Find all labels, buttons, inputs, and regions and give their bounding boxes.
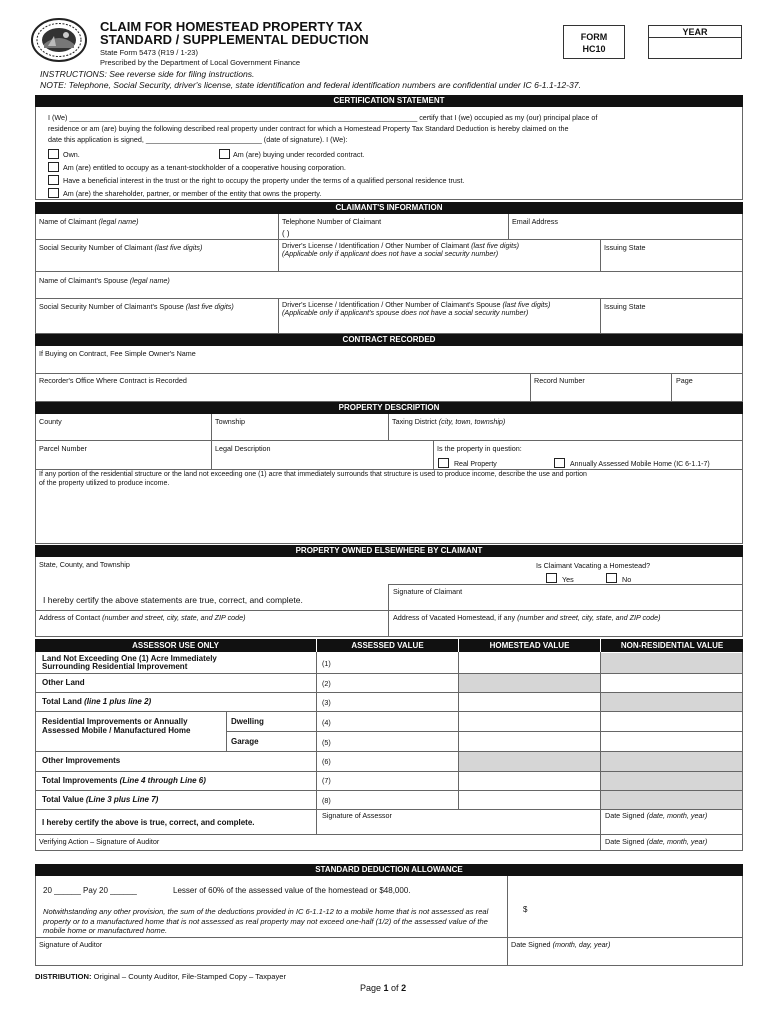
auditor-verify-date-label: Date Signed (605, 837, 645, 846)
claimant-certify-text: I hereby certify the above statements are true, correct, and complete. (43, 595, 303, 605)
vacating-yes-checkbox[interactable] (546, 573, 557, 583)
parcel-number-field[interactable]: Parcel Number (39, 444, 87, 453)
row7-total-improvements-hint: (Line 4 through Line 6) (119, 776, 206, 785)
claimant-dl-hint: (last five digits) (471, 241, 520, 250)
buying-contract-checkbox[interactable] (219, 149, 230, 159)
state-seal-logo (30, 18, 88, 62)
row8-total-value-hint: (Line 3 plus Line 7) (85, 795, 159, 804)
property-type-question: Is the property in question: (437, 444, 522, 453)
claimant-phone-label[interactable]: Telephone Number of Claimant (282, 217, 382, 226)
row7-total-improvements-label (42, 776, 206, 785)
auditor-verifying-signature-field[interactable]: Verifying Action – Signature of Auditor (39, 837, 160, 846)
legal-description-field[interactable]: Legal Description (215, 444, 271, 453)
distribution-label: DISTRIBUTION: (35, 972, 92, 981)
form-label: FORM (580, 32, 608, 42)
assessed-value-header: ASSESSED VALUE (351, 641, 424, 650)
line7-assessed-input[interactable]: (7) (322, 776, 331, 785)
vacating-yes-label: Yes (562, 575, 574, 584)
claimant-name-label: Name of Claimant (39, 217, 97, 226)
claimant-phone-paren: ( ) (282, 229, 290, 238)
spouse-ssn-label: Social Security Number of Claimant's Spouse (39, 302, 184, 311)
confidentiality-note: NOTE: Telephone, Social Security, driver's license, state identification and federal identification numbers are confidential under IC 6-1.1-12-37. (40, 80, 581, 90)
contact-address-hint: (number and street, city, state, and ZIP code) (102, 613, 246, 622)
row1-land-label: Land Not Exceeding One (1) Acre Immediately Surrounding Residential Improvement (42, 654, 217, 671)
claimant-ssn-field[interactable] (39, 243, 202, 252)
allowance-date-signed-field[interactable] (511, 940, 610, 949)
row6-other-improvements-label: Other Improvements (42, 756, 121, 765)
line1-assessed-input[interactable]: (1) (322, 659, 331, 668)
assessor-certify-text: I hereby certify the above is true, correct, and complete. (42, 818, 255, 827)
page-total: 2 (401, 983, 407, 993)
vacating-no-checkbox[interactable] (606, 573, 617, 583)
claimant-name-hint: (legal name) (98, 217, 139, 226)
own-checkbox[interactable] (48, 149, 59, 159)
tenant-stockholder-checkbox[interactable] (48, 162, 59, 172)
real-property-label: Real Property (454, 461, 497, 468)
spouse-name-field[interactable] (39, 276, 170, 285)
page-field[interactable]: Page (676, 376, 693, 385)
assessor-date-hint: (date, month, year) (646, 811, 708, 820)
row2-other-land-label: Other Land (42, 678, 85, 687)
claimant-email-label[interactable]: Email Address (512, 217, 558, 226)
homestead-value-header: HOMESTEAD VALUE (489, 641, 570, 650)
spouse-name-hint: (legal name) (129, 276, 170, 285)
property-heading: PROPERTY DESCRIPTION (35, 402, 743, 414)
certify-line2: residence or am (are) buying the following described real property under contract for which a Homestead Property Tax Standard Deduction is hereby claimed on the (48, 124, 569, 133)
claimant-ssn-hint: (last five digits) (154, 243, 203, 252)
prescribed-by: Prescribed by the Department of Local Government Finance (100, 58, 301, 67)
assessor-use-header: ASSESSOR USE ONLY (132, 641, 219, 650)
spouse-name-label: Name of Claimant's Spouse (39, 276, 128, 285)
form-number-box (563, 25, 625, 59)
real-property-checkbox[interactable] (438, 458, 449, 468)
form-number: HC10 (582, 44, 606, 54)
page-current: 1 (383, 983, 389, 993)
pay-year-field[interactable]: 20 ______ Pay 20 ______ (43, 886, 137, 895)
buying-contract-label: Am (are) buying under recorded contract. (233, 150, 365, 159)
taxing-district-field[interactable] (392, 417, 505, 426)
page-prefix: Page (360, 983, 384, 993)
vacated-address-hint: (number and street, city, state, and ZIP code) (517, 613, 661, 622)
spouse-dl-note: (Applicable only if applicant's spouse does not have a social security number) (282, 308, 529, 317)
own-label: Own. (63, 150, 80, 159)
contract-heading: CONTRACT RECORDED (35, 334, 743, 346)
auditor-verify-date-hint: (date, month, year) (646, 837, 708, 846)
certification-heading: CERTIFICATION STATEMENT (35, 95, 743, 107)
lesser-of-text: Lesser of 60% of the assessed value of the homestead or $48,000. (173, 886, 411, 895)
row8-total-value-label (42, 795, 158, 804)
allowance-amount-field[interactable]: $ (523, 905, 528, 914)
shareholder-checkbox[interactable] (48, 188, 59, 198)
form-title-line2: STANDARD / SUPPLEMENTAL DEDUCTION (100, 32, 369, 47)
taxing-district-hint: (city, town, township) (438, 417, 506, 426)
row3-total-land-text: Total Land (42, 697, 82, 706)
record-number-field[interactable]: Record Number (534, 376, 585, 385)
claimant-ssn-label: Social Security Number of Claimant (39, 243, 153, 252)
nonresidential-value-header: NON-RESIDENTIAL VALUE (620, 641, 724, 650)
income-use-text1: If any portion of the residential structure or the land not exceeding one (1) acre that immediately surrounds that structure is used to produce income, describe the use and portion (39, 471, 587, 478)
spouse-dl-hint: (last five digits) (502, 300, 551, 309)
claimant-heading: CLAIMANT'S INFORMATION (35, 202, 743, 214)
line5-assessed-input[interactable]: (5) (322, 738, 331, 747)
line6-assessed-input[interactable]: (6) (322, 757, 331, 766)
line3-assessed-input[interactable]: (3) (322, 698, 331, 707)
line8-assessed-input[interactable]: (8) (322, 796, 331, 805)
elsewhere-heading: PROPERTY OWNED ELSEWHERE BY CLAIMANT (35, 545, 743, 557)
income-use-description-input[interactable] (36, 490, 742, 543)
notwithstanding-text: Notwithstanding any other provision, the sum of the deductions provided in IC 6-1.1-12 to a mobile home that is not assessed as real property or to a manufactured home that is not assessed as real property may not exceed one-half (1/2) of the assessed value of the mobile home or manufactured home. (43, 907, 489, 935)
instructions-text: INSTRUCTIONS: See reverse side for filing instructions. (40, 69, 255, 79)
contact-address-field[interactable] (39, 613, 246, 622)
row7-total-improvements-text: Total Improvements (42, 776, 118, 785)
spouse-ssn-field[interactable] (39, 302, 234, 311)
shareholder-label: Am (are) the shareholder, partner, or member of the entity that owns the property. (63, 189, 322, 198)
spouse-ssn-hint: (last five digits) (185, 302, 234, 311)
fee-simple-owner-field[interactable]: If Buying on Contract, Fee Simple Owner's Name (39, 349, 196, 358)
assessor-date-signed-field[interactable] (605, 811, 707, 820)
vacating-question: Is Claimant Vacating a Homestead? (536, 561, 651, 570)
trust-label: Have a beneficial interest in the trust or the right to occupy the property under the terms of a qualified personal residence trust. (63, 176, 465, 185)
dwelling-label: Dwelling (231, 717, 264, 726)
vacating-no-label: No (622, 575, 632, 584)
trust-checkbox[interactable] (48, 175, 59, 185)
mobile-home-label: Annually Assessed Mobile Home (IC 6-1.1-7) (570, 461, 710, 468)
allowance-date-hint: (month, day, year) (552, 940, 611, 949)
allowance-date-label: Date Signed (511, 940, 551, 949)
certify-line3: date this application is signed, _____________________________ (date of signature). I (We): (48, 135, 348, 144)
distribution-line (35, 972, 286, 981)
residential-improvements-label: Residential Improvements or Annually Assessed Mobile / Manufactured Home (42, 717, 191, 735)
claimant-signature-field[interactable]: Signature of Claimant (393, 587, 463, 596)
vacated-address-label: Address of Vacated Homestead, if any (393, 613, 516, 622)
assessor-signature-field[interactable]: Signature of Assessor (322, 811, 392, 820)
mobile-home-checkbox[interactable] (554, 458, 565, 468)
township-field[interactable]: Township (215, 417, 245, 426)
row8-total-value-text: Total Value (42, 795, 84, 804)
taxing-district-label: Taxing District (392, 417, 437, 426)
certify-line1: I (We) _______________________________________________________________________________________ certify that I (we) occupied as my (our) principal place of (48, 113, 598, 122)
claimant-dl-note: (Applicable only if applicant does not have a social security number) (282, 249, 499, 258)
elsewhere-location-field[interactable]: State, County, and Township (39, 560, 130, 569)
auditor-verify-date-field[interactable] (605, 837, 707, 846)
allowance-heading: STANDARD DEDUCTION ALLOWANCE (35, 864, 743, 876)
row3-total-land-label (42, 697, 151, 706)
vacated-address-field[interactable] (393, 613, 661, 622)
line2-assessed-input[interactable]: (2) (322, 679, 331, 688)
spouse-dl-label: Driver's License / Identification / Other Number of Claimant's Spouse (282, 300, 501, 309)
year-label: YEAR (649, 26, 741, 38)
distribution-text: Original – County Auditor, File-Stamped Copy – Taxpayer (93, 972, 286, 981)
claimant-dl-label: Driver's License / Identification / Other Number of Claimant (282, 241, 470, 250)
auditor-signature-field[interactable]: Signature of Auditor (39, 940, 103, 949)
page-of: of (388, 983, 402, 993)
contact-address-label: Address of Contact (39, 613, 101, 622)
assessor-date-label: Date Signed (605, 811, 645, 820)
income-use-text2: of the property utilized to produce income. (39, 480, 170, 487)
tenant-stockholder-label: Am (are) entitled to occupy as a tenant-stockholder of a cooperative housing corporation. (63, 163, 346, 172)
state-form-number: State Form 5473 (R19 / 1-23) (100, 48, 198, 57)
spouse-issuing-state[interactable]: Issuing State (604, 302, 646, 311)
line4-assessed-input[interactable]: (4) (322, 718, 331, 727)
recorder-office-field[interactable]: Recorder's Office Where Contract is Recorded (39, 376, 187, 385)
claimant-name-field[interactable] (39, 217, 138, 226)
year-box[interactable] (648, 25, 742, 59)
claimant-issuing-state[interactable]: Issuing State (604, 243, 646, 252)
page-indicator (360, 983, 406, 993)
row3-total-land-hint: (line 1 plus line 2) (84, 697, 152, 706)
county-field[interactable]: County (39, 417, 62, 426)
form-title-line1: CLAIM FOR HOMESTEAD PROPERTY TAX (100, 19, 363, 34)
garage-label: Garage (231, 737, 259, 746)
